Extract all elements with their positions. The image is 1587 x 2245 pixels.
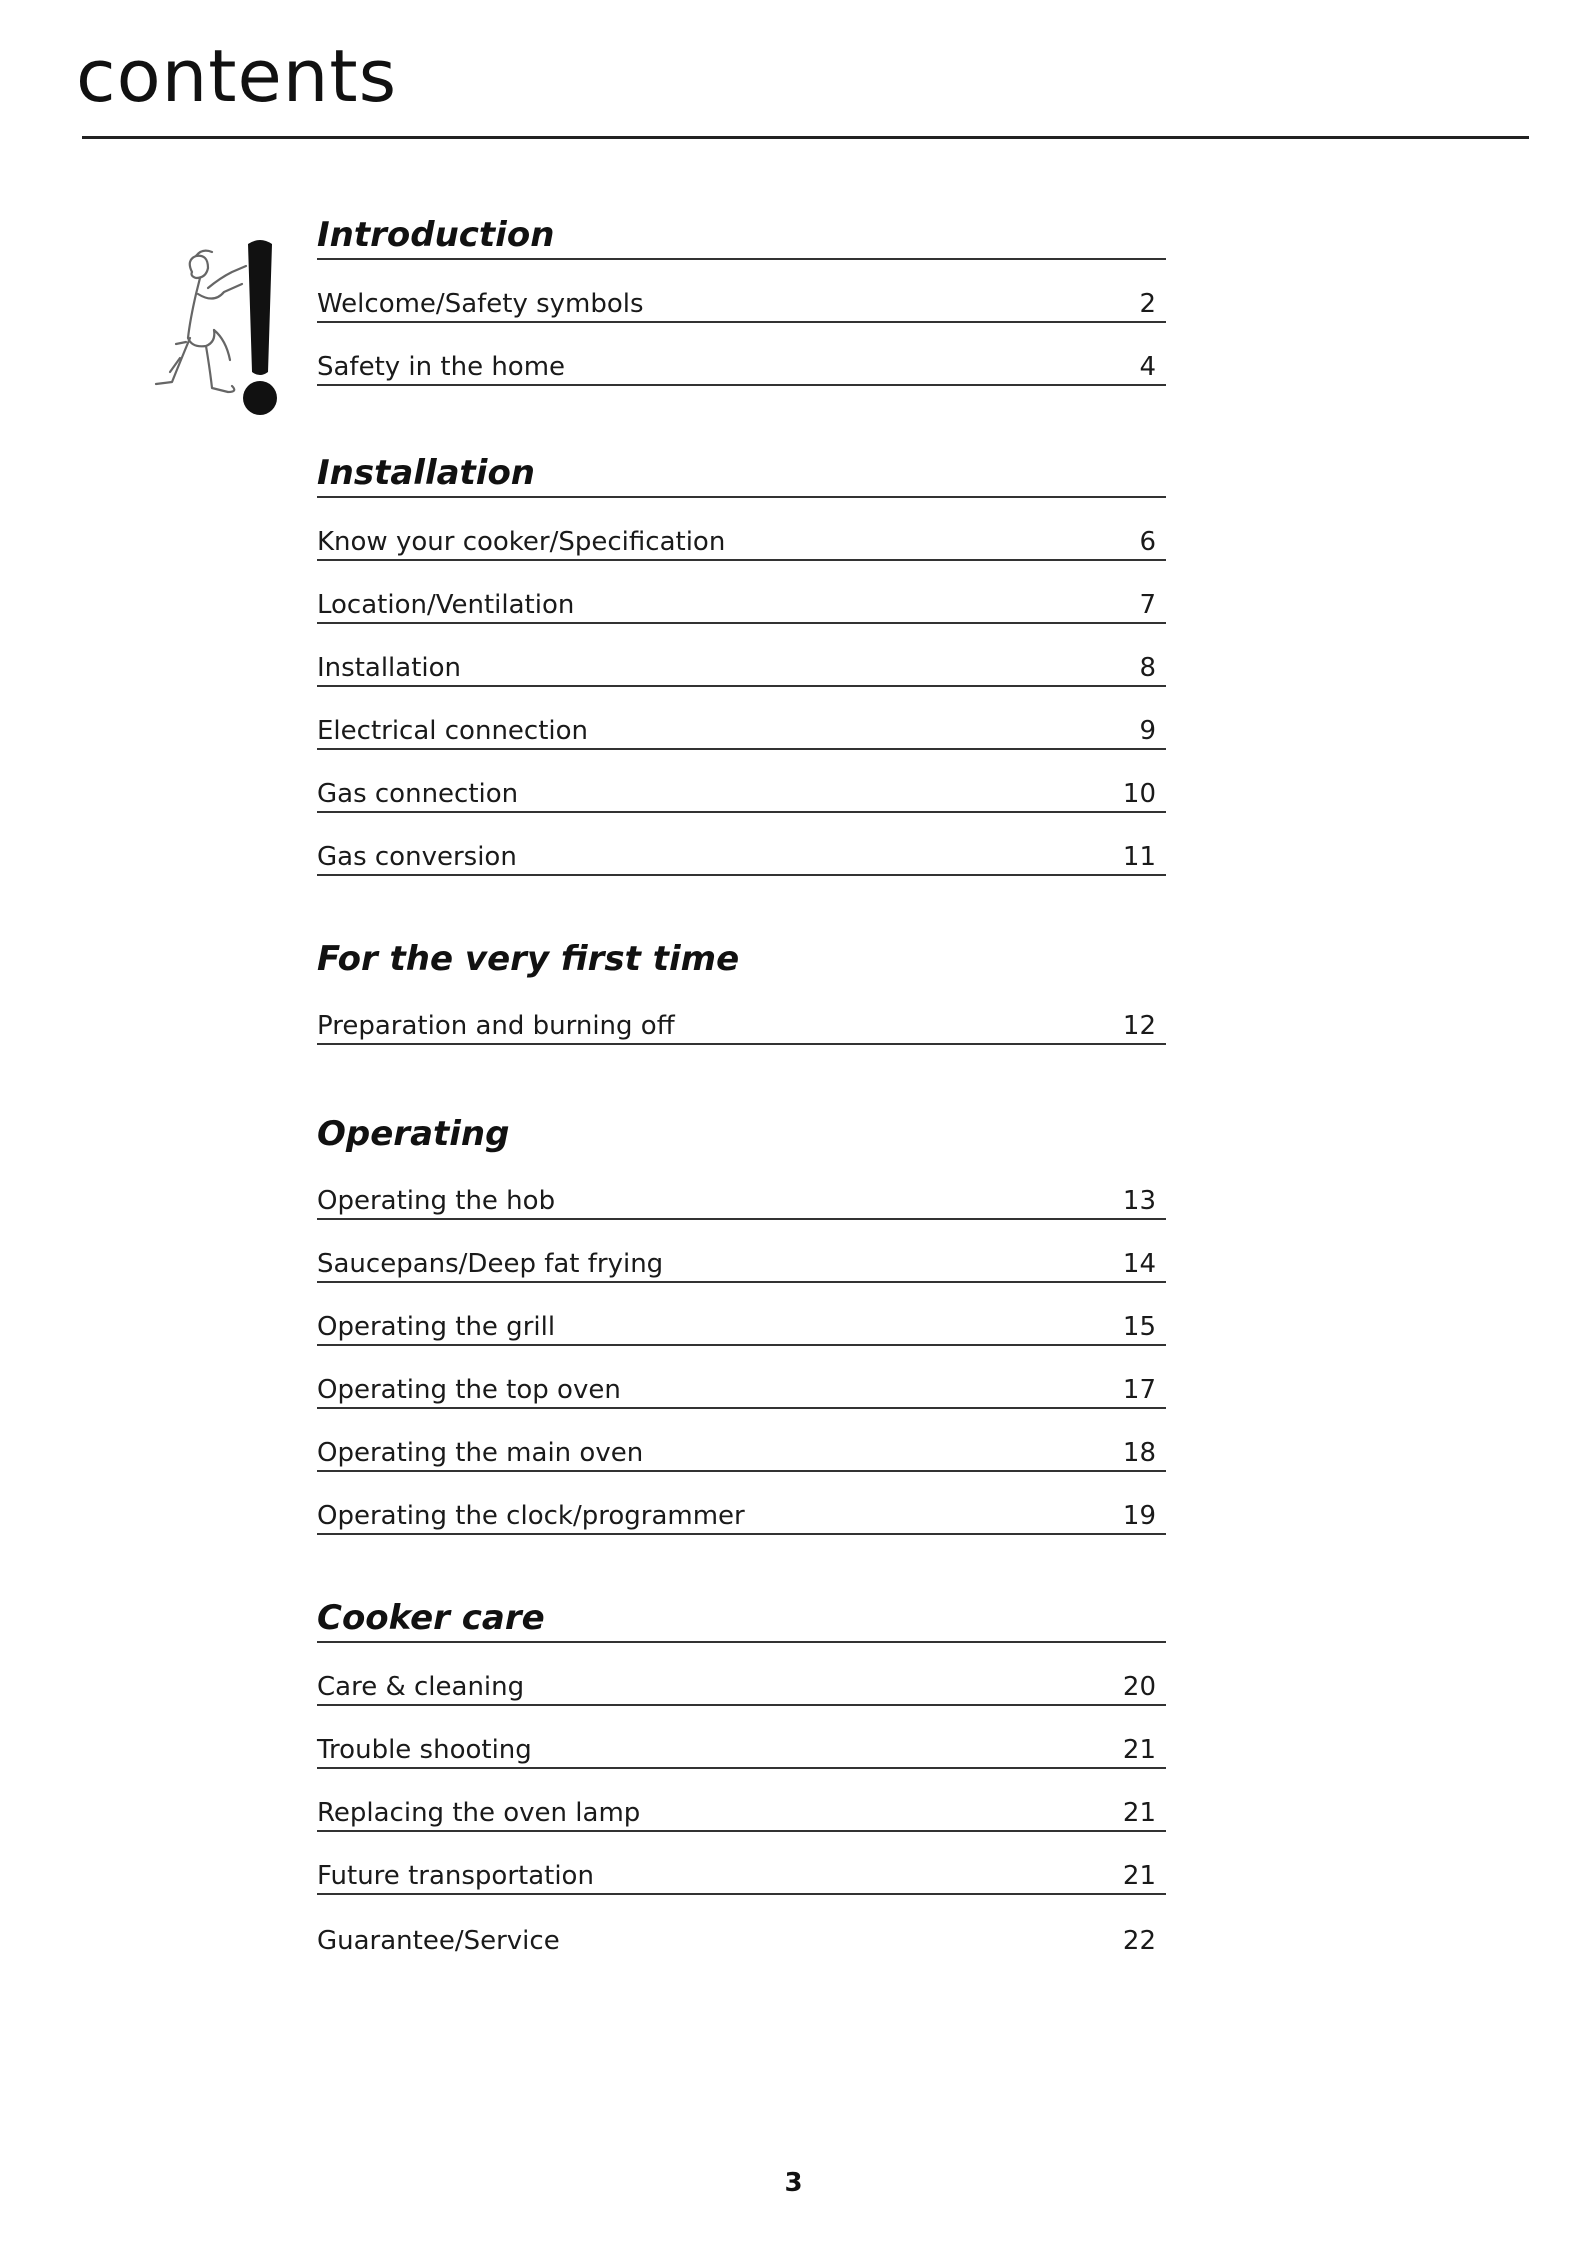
toc-entry[interactable] bbox=[317, 498, 1166, 561]
entry-page: 11 bbox=[1122, 842, 1156, 872]
entry-label: Know your cooker/Specification bbox=[317, 527, 726, 557]
entry-page: 21 bbox=[1122, 1735, 1156, 1765]
title-divider bbox=[82, 136, 1529, 139]
entry-label: Operating the grill bbox=[317, 1312, 556, 1342]
section-cooker-care bbox=[317, 1591, 1166, 1958]
toc-entry[interactable] bbox=[317, 323, 1166, 386]
page-title: contents bbox=[76, 34, 398, 118]
toc-entry[interactable] bbox=[317, 1769, 1166, 1832]
section-introduction bbox=[317, 208, 1166, 386]
section-heading: Introduction bbox=[317, 208, 1166, 260]
section-operating bbox=[317, 1107, 1166, 1535]
entry-label: Guarantee/Service bbox=[317, 1926, 560, 1956]
entry-label: Replacing the oven lamp bbox=[317, 1798, 641, 1828]
entry-page: 6 bbox=[1139, 527, 1156, 557]
entry-page: 18 bbox=[1122, 1438, 1156, 1468]
entry-label: Welcome/Safety symbols bbox=[317, 289, 644, 319]
entry-label: Safety in the home bbox=[317, 352, 566, 382]
toc-entry[interactable] bbox=[317, 1220, 1166, 1283]
toc-entry[interactable] bbox=[317, 260, 1166, 323]
entry-page: 13 bbox=[1122, 1186, 1156, 1216]
toc-entry[interactable] bbox=[317, 1643, 1166, 1706]
table-of-contents bbox=[317, 208, 1166, 1958]
entry-page: 12 bbox=[1122, 1011, 1156, 1041]
section-first-time bbox=[317, 932, 1166, 1045]
entry-label: Operating the main oven bbox=[317, 1438, 644, 1468]
entry-label: Preparation and burning off bbox=[317, 1011, 675, 1041]
exclamation-figure-icon bbox=[150, 232, 290, 418]
entry-page: 10 bbox=[1122, 779, 1156, 809]
toc-entry[interactable] bbox=[317, 813, 1166, 876]
entry-page: 14 bbox=[1122, 1249, 1156, 1279]
toc-entry[interactable] bbox=[317, 1706, 1166, 1769]
page-number: 3 bbox=[784, 2168, 803, 2198]
toc-entry[interactable] bbox=[317, 750, 1166, 813]
entry-label: Future transportation bbox=[317, 1861, 594, 1891]
toc-entry[interactable] bbox=[317, 1157, 1166, 1220]
toc-entry[interactable] bbox=[317, 561, 1166, 624]
toc-entry[interactable] bbox=[317, 1832, 1166, 1895]
entry-label: Location/Ventilation bbox=[317, 590, 575, 620]
section-heading: Installation bbox=[317, 446, 1166, 498]
entry-label: Trouble shooting bbox=[317, 1735, 532, 1765]
entry-label: Care & cleaning bbox=[317, 1672, 525, 1702]
toc-entry[interactable] bbox=[317, 982, 1166, 1045]
entry-label: Gas connection bbox=[317, 779, 519, 809]
entry-page: 7 bbox=[1139, 590, 1156, 620]
entry-label: Saucepans/Deep fat frying bbox=[317, 1249, 664, 1279]
entry-label: Installation bbox=[317, 653, 462, 683]
toc-entry[interactable] bbox=[317, 1895, 1166, 1958]
entry-label: Operating the hob bbox=[317, 1186, 556, 1216]
section-installation bbox=[317, 446, 1166, 876]
entry-page: 2 bbox=[1139, 289, 1156, 319]
entry-label: Operating the clock/programmer bbox=[317, 1501, 745, 1531]
entry-label: Electrical connection bbox=[317, 716, 589, 746]
section-heading: Cooker care bbox=[317, 1591, 1166, 1643]
toc-entry[interactable] bbox=[317, 1409, 1166, 1472]
entry-label: Gas conversion bbox=[317, 842, 517, 872]
entry-page: 4 bbox=[1139, 352, 1156, 382]
entry-page: 22 bbox=[1122, 1926, 1156, 1956]
entry-page: 8 bbox=[1139, 653, 1156, 683]
entry-page: 19 bbox=[1122, 1501, 1156, 1531]
entry-page: 9 bbox=[1139, 716, 1156, 746]
entry-page: 17 bbox=[1122, 1375, 1156, 1405]
toc-entry[interactable] bbox=[317, 624, 1166, 687]
section-heading: Operating bbox=[317, 1114, 510, 1154]
entry-page: 15 bbox=[1122, 1312, 1156, 1342]
entry-page: 21 bbox=[1122, 1861, 1156, 1891]
toc-entry[interactable] bbox=[317, 687, 1166, 750]
toc-entry[interactable] bbox=[317, 1472, 1166, 1535]
entry-label: Operating the top oven bbox=[317, 1375, 621, 1405]
entry-page: 21 bbox=[1122, 1798, 1156, 1828]
entry-page: 20 bbox=[1122, 1672, 1156, 1702]
toc-entry[interactable] bbox=[317, 1283, 1166, 1346]
toc-entry[interactable] bbox=[317, 1346, 1166, 1409]
section-heading: For the very first time bbox=[317, 939, 740, 979]
